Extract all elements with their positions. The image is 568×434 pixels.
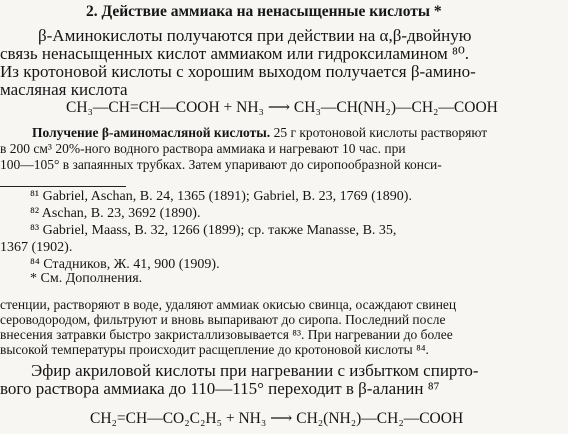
continuation-line-3: внесения затравки быстро закристаллизовывается ⁸³. При нагревании до более [0,327,453,342]
footnote-83: ⁸³ Gabriel, Maass, B. 32, 1266 (1899); ср. также Manasse, B. 35, [30,223,397,238]
reaction-formula-2: CH₂=CH—CO₂C₂H₅ + NH₃ ⟶ CH₂(NH₂)—CH₂—COOH [90,410,464,427]
paragraph-2-line-2: вого раствора аммиака до 110—115° переходит в β-аланин ⁸⁷ [0,379,440,398]
section-heading: 2. Действие аммиака на ненасыщенные кислоты * [86,3,442,20]
paragraph-1-line-2: связь ненасыщенных кислот аммиаком или гидроксиламином ⁸⁰. [0,44,470,63]
continuation-line-4: высокой температуры происходит расщепление до кротоновой кислоты ⁸⁴. [0,342,429,357]
procedure-line-1-text: 25 г кротоновой кислоты растворяют [273,125,488,140]
continuation-line-2: сероводородом, фильтруют и вновь выпаривают до сиропа. Последний после [0,312,446,327]
continuation-line-1: стенции, растворяют в воде, удаляют аммиак окисью свинца, осаждают свинец [0,297,457,312]
footnote-83-cont: 1367 (1902). [0,240,73,255]
paragraph-1-line-4: масляная кислота [0,80,128,99]
reaction-formula-1: CH₃—CH=CH—COOH + NH₃ ⟶ CH₃—CH(NH₂)—CH₂—COOH [66,99,498,116]
procedure-line-3: 100—105° в запаянных трубках. Затем упаривают до сиропообразной конси- [0,157,442,172]
procedure-title: Получение β-аминомасляной кислоты. [32,125,271,140]
footnote-82: ⁸² Aschan, B. 23, 3692 (1890). [30,206,201,221]
paragraph-1-line-1: β-Аминокислоты получаются при действии на α,β-двойную [38,26,472,45]
footnote-separator [0,186,126,187]
paragraph-2-line-1: Эфир акриловой кислоты при нагревании с избытком спирто- [31,361,479,380]
footnote-81: ⁸¹ Gabriel, Aschan, B. 24, 1365 (1891); Gabriel, B. 23, 1769 (1890). [30,189,412,204]
procedure-line-1 [32,126,487,140]
footnote-84: ⁸⁴ Стадников, Ж. 41, 900 (1909). [30,257,220,272]
paragraph-1-line-3: Из кротоновой кислоты с хорошим выходом получается β-амино- [0,62,476,81]
footnote-additions: * См. Дополнения. [30,271,143,286]
procedure-line-2: в 200 см³ 20%-ного водного раствора аммиака и нагревают 10 час. при [0,141,406,156]
